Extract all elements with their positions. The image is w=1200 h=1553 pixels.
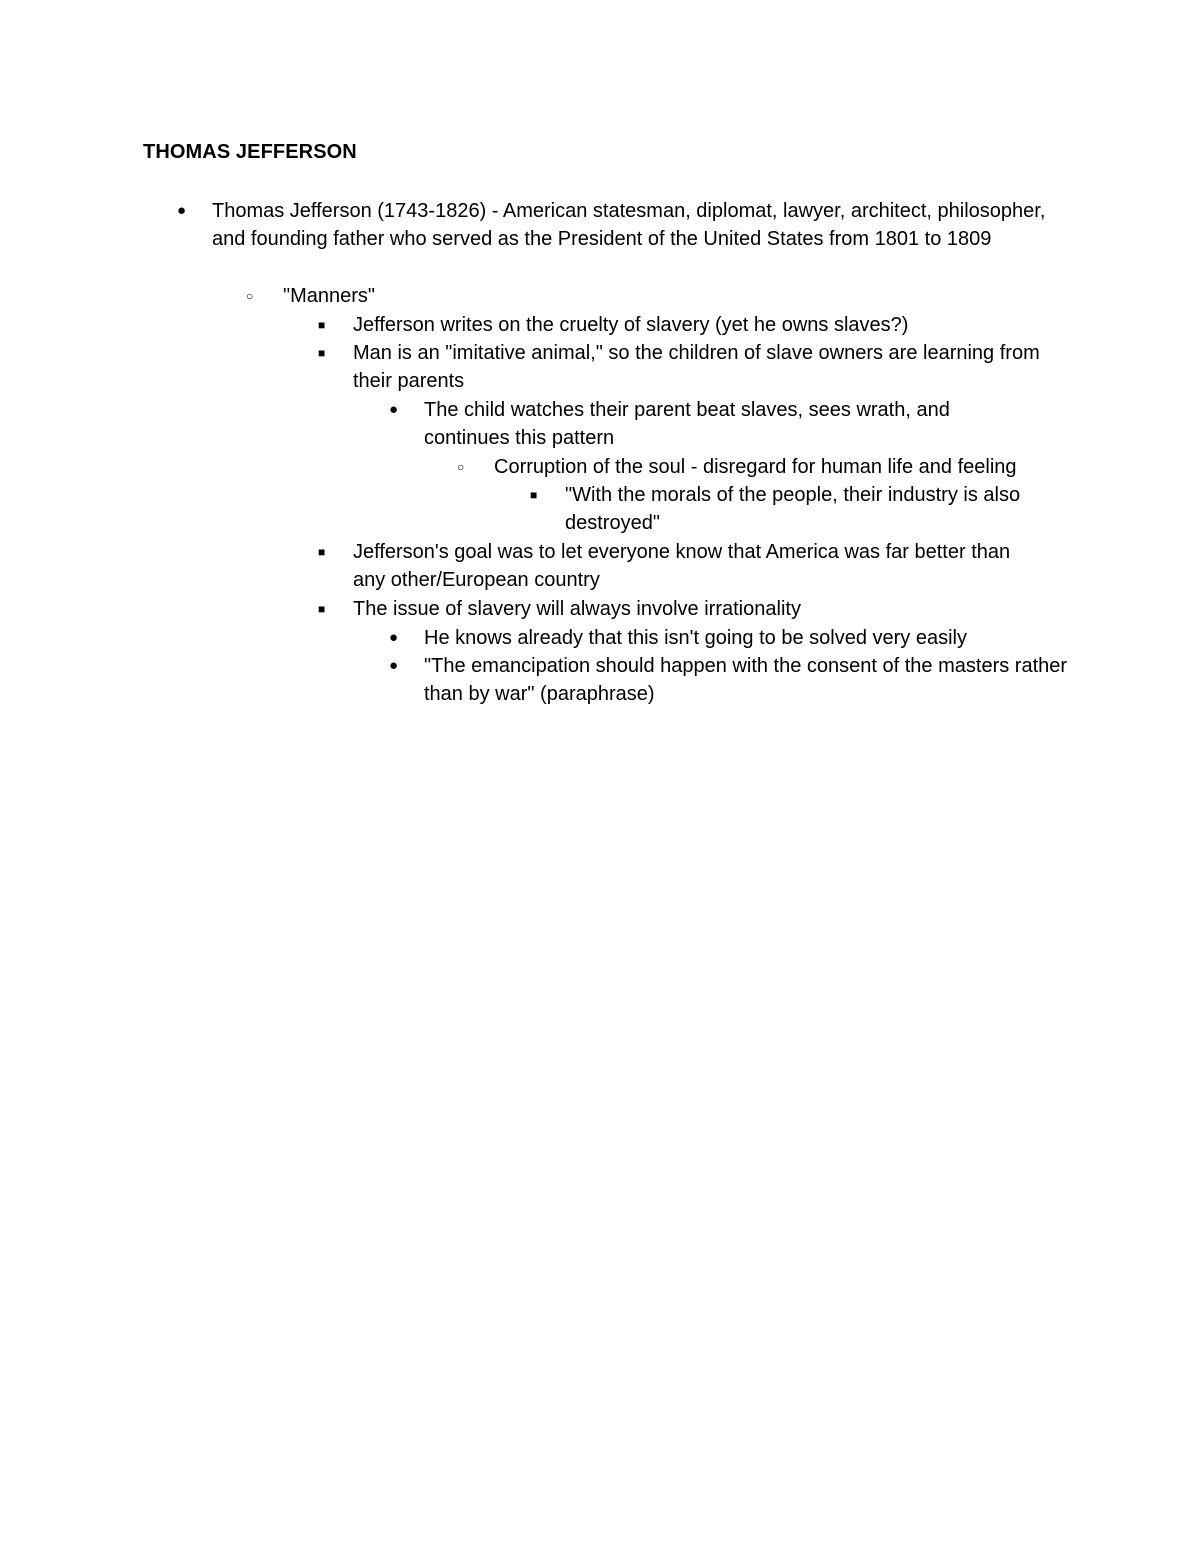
page-title: THOMAS JEFFERSON — [143, 141, 357, 163]
list-item — [246, 282, 1063, 310]
bullet-square-icon: ■ — [318, 318, 326, 332]
list-item — [318, 311, 1073, 339]
bullet-disc-icon: ● — [177, 202, 187, 219]
bullet-square-icon: ■ — [318, 602, 326, 616]
bullet-square-icon: ■ — [318, 545, 326, 559]
list-item — [389, 396, 1014, 453]
list-item-text: "Manners" — [283, 285, 376, 307]
list-item-text: Jefferson writes on the cruelty of slavery (yet he owns slaves?) — [353, 314, 909, 336]
list-item — [177, 197, 1072, 254]
bullet-circle-icon: ○ — [457, 460, 465, 474]
list-item — [389, 652, 1074, 709]
list-item — [389, 624, 1104, 652]
list-item-text: Man is an "imitative animal," so the children of slave owners are learning from their parents — [353, 342, 1040, 393]
list-item — [318, 339, 1058, 396]
list-item-text: Thomas Jefferson (1743-1826) - American statesman, diplomat, lawyer, architect, philosopher, and founding father who served as the President of the United States from 1801 to 1809 — [212, 200, 1046, 251]
bullet-square-icon: ■ — [318, 346, 326, 360]
list-item-text: "With the morals of the people, their industry is also destroyed" — [565, 484, 1021, 535]
bullet-disc-icon: ● — [389, 657, 399, 674]
bullet-disc-icon: ● — [389, 629, 399, 646]
list-item-text: He knows already that this isn't going to be solved very easily — [424, 627, 967, 649]
list-item-text: Corruption of the soul - disregard for human life and feeling — [494, 456, 1017, 478]
list-item — [457, 453, 1114, 481]
list-item-text: The issue of slavery will always involve irrationality — [353, 598, 801, 620]
list-item-text: "The emancipation should happen with the consent of the masters rather than by war" (paraphrase) — [424, 655, 1068, 706]
bullet-circle-icon: ○ — [246, 289, 254, 303]
list-item — [318, 595, 1053, 623]
list-item-text: The child watches their parent beat slaves, sees wrath, and continues this pattern — [424, 399, 950, 450]
list-item-text: Jefferson's goal was to let everyone know that America was far better than any other/European country — [353, 541, 1011, 592]
list-item — [318, 538, 1033, 595]
bullet-square-icon: ■ — [530, 488, 538, 502]
list-item — [530, 481, 1065, 538]
bullet-disc-icon: ● — [389, 401, 399, 418]
